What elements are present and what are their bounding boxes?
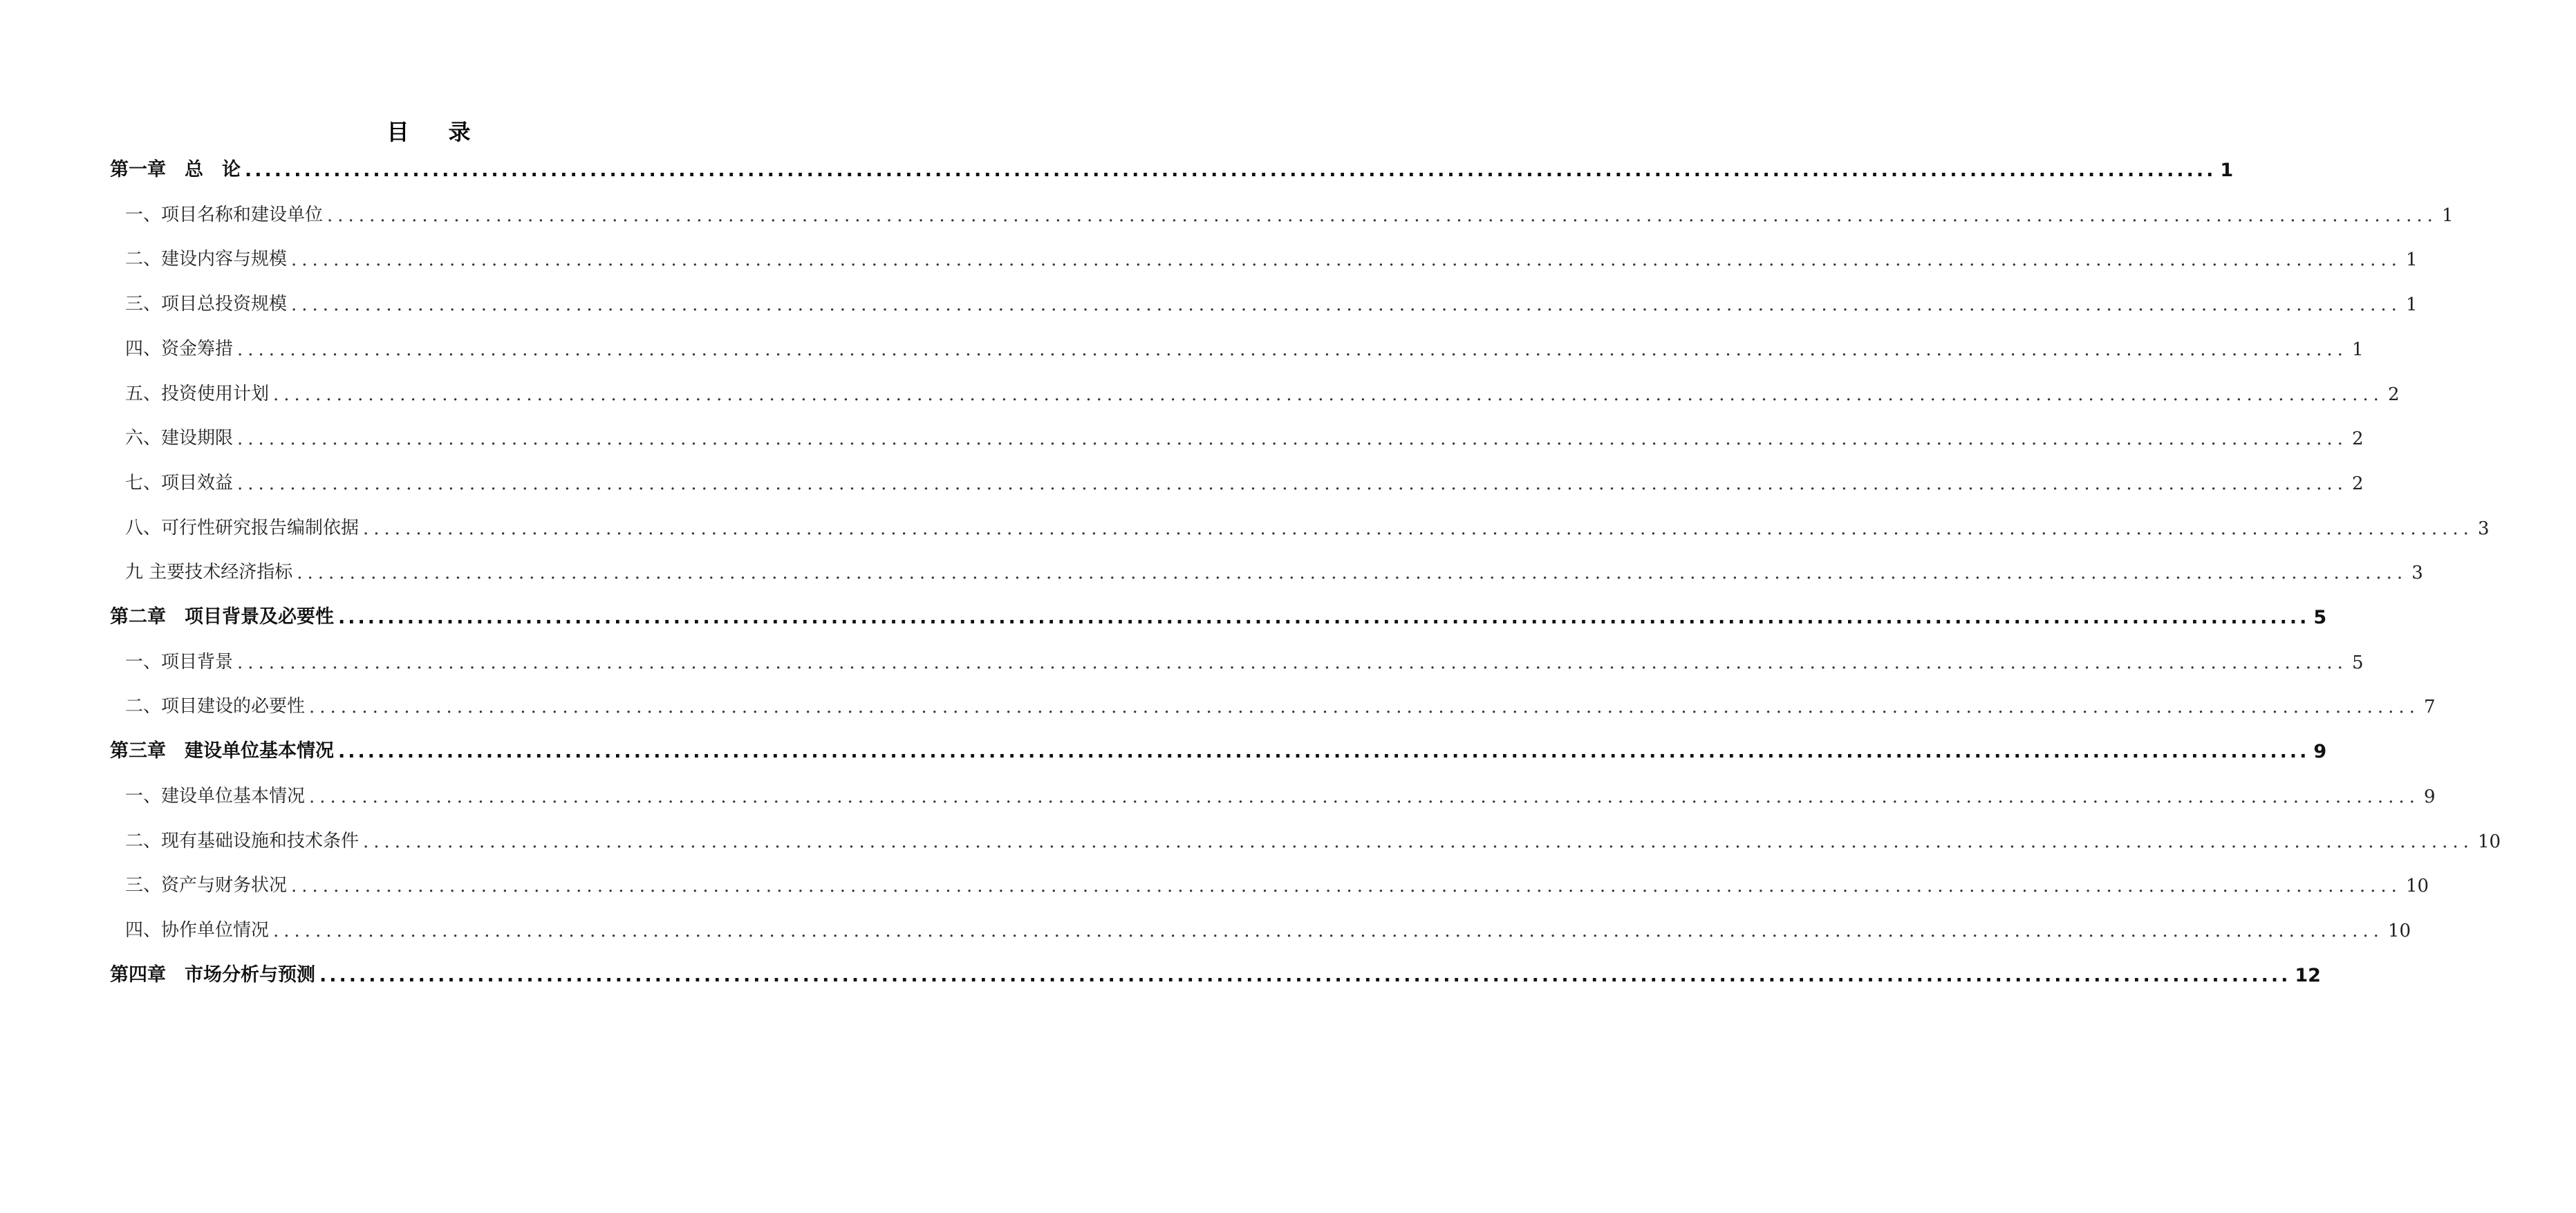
- toc-page-number: 10: [2405, 876, 2429, 897]
- toc-page-number: 3: [2411, 563, 2423, 584]
- toc-dot-leader: ........................................................................................................................................................................................................: [297, 563, 2408, 584]
- toc-entry-label: 五、投资使用计划: [125, 383, 270, 404]
- toc-page-number: 7: [2423, 697, 2436, 718]
- toc-entry-label: 二、建设内容与规模: [125, 249, 288, 270]
- toc-dot-leader: ........................................................................................................................................................................................................: [237, 339, 2348, 360]
- toc-page-number: 5: [2313, 607, 2327, 628]
- toc-entry-label: 八、可行性研究报告编制依据: [125, 517, 360, 538]
- toc-title-right: 录: [448, 119, 472, 145]
- toc-entry-label: 一、项目背景: [125, 651, 234, 673]
- toc-page-number: 12: [2295, 964, 2321, 986]
- toc-page-number: 1: [2220, 160, 2234, 181]
- toc-section-entry[interactable]: [0, 687, 2436, 718]
- toc-title-left: 目: [386, 119, 410, 145]
- toc-entry-label: 二、现有基础设施和技术条件: [125, 830, 360, 852]
- toc-dot-leader: ........................................................................................................................................................................................................: [319, 964, 2291, 986]
- toc-section-entry[interactable]: [0, 285, 2418, 316]
- toc-page-number: 1: [2351, 339, 2364, 360]
- toc-section-entry[interactable]: [0, 330, 2364, 360]
- toc-entry-label: 四、资金筹措: [125, 338, 234, 359]
- toc-chapter-entry[interactable]: [0, 151, 2234, 181]
- toc-entry-label: 六、建设期限: [125, 428, 234, 449]
- toc-section-entry[interactable]: [0, 553, 2423, 584]
- toc-section-entry[interactable]: [0, 240, 2418, 271]
- toc-page-number: 5: [2351, 652, 2364, 673]
- toc-section-entry[interactable]: [0, 866, 2429, 897]
- toc-section-entry[interactable]: [0, 464, 2364, 494]
- toc-entry-label: 九 主要技术经济指标: [125, 562, 293, 583]
- toc-dot-leader: ........................................................................................................................................................................................................: [363, 518, 2474, 539]
- toc-dot-leader: ........................................................................................................................................................................................................: [237, 652, 2348, 673]
- toc-page-number: 1: [2405, 250, 2418, 271]
- toc-section-entry[interactable]: [0, 419, 2364, 450]
- toc-dot-leader: ........................................................................................................................................................................................................: [363, 831, 2474, 852]
- toc-dot-leader: ........................................................................................................................................................................................................: [291, 294, 2402, 316]
- toc-entry-label: 七、项目效益: [125, 472, 234, 493]
- toc-dot-leader: ........................................................................................................................................................................................................: [327, 205, 2438, 226]
- toc-dot-leader: ........................................................................................................................................................................................................: [237, 473, 2348, 494]
- toc-entry-label: 三、资产与财务状况: [125, 875, 288, 896]
- toc-dot-leader: ........................................................................................................................................................................................................: [245, 160, 2216, 181]
- toc-dot-leader: ........................................................................................................................................................................................................: [338, 607, 2310, 628]
- toc-page-number: 1: [2441, 205, 2454, 226]
- toc-section-entry[interactable]: [0, 509, 2490, 539]
- toc-title: [0, 115, 858, 147]
- toc-entry-label: 一、项目名称和建设单位: [125, 204, 324, 225]
- toc-page-number: 10: [2477, 831, 2501, 852]
- toc-entry-label: 第四章 市场分析与预测: [110, 963, 315, 986]
- toc-page-number: 2: [2351, 473, 2364, 494]
- toc-entry-label: 第二章 项目背景及必要性: [110, 606, 334, 628]
- toc-dot-leader: ........................................................................................................................................................................................................: [338, 741, 2310, 763]
- toc-entry-label: 三、项目总投资规模: [125, 294, 288, 315]
- toc-dot-leader: ........................................................................................................................................................................................................: [237, 429, 2348, 450]
- toc-dot-leader: ........................................................................................................................................................................................................: [291, 876, 2402, 897]
- toc-entry-label: 二、项目建设的必要性: [125, 696, 306, 717]
- toc-page-number: 2: [2387, 384, 2400, 405]
- toc-section-entry[interactable]: [0, 777, 2436, 807]
- toc-page-number: 3: [2477, 518, 2490, 539]
- toc-page-number: 1: [2405, 294, 2418, 316]
- toc-dot-leader: ........................................................................................................................................................................................................: [291, 250, 2402, 271]
- toc-dot-leader: ........................................................................................................................................................................................................: [273, 384, 2384, 405]
- toc-section-entry[interactable]: [0, 375, 2400, 405]
- toc-page-number: 2: [2351, 429, 2364, 450]
- toc-dot-leader: ........................................................................................................................................................................................................: [309, 786, 2420, 807]
- toc-section-entry[interactable]: [0, 822, 2501, 852]
- toc-section-entry[interactable]: [0, 196, 2454, 226]
- toc-dot-leader: ........................................................................................................................................................................................................: [273, 920, 2384, 941]
- toc-chapter-entry[interactable]: [0, 956, 2321, 986]
- toc-chapter-entry[interactable]: [0, 732, 2327, 763]
- toc-page-number: 10: [2387, 920, 2411, 941]
- toc-entry-label: 第一章 总 论: [110, 159, 241, 180]
- toc-section-entry[interactable]: [0, 643, 2364, 673]
- toc-entry-label: 第三章 建设单位基本情况: [110, 740, 334, 762]
- toc-entry-label: 一、建设单位基本情况: [125, 785, 306, 807]
- toc-chapter-entry[interactable]: [0, 598, 2327, 628]
- toc-section-entry[interactable]: [0, 911, 2411, 941]
- toc-page-number: 9: [2423, 786, 2436, 807]
- toc-dot-leader: ........................................................................................................................................................................................................: [309, 697, 2420, 718]
- toc-entry-label: 四、协作单位情况: [125, 919, 270, 941]
- toc-page-number: 9: [2313, 741, 2327, 763]
